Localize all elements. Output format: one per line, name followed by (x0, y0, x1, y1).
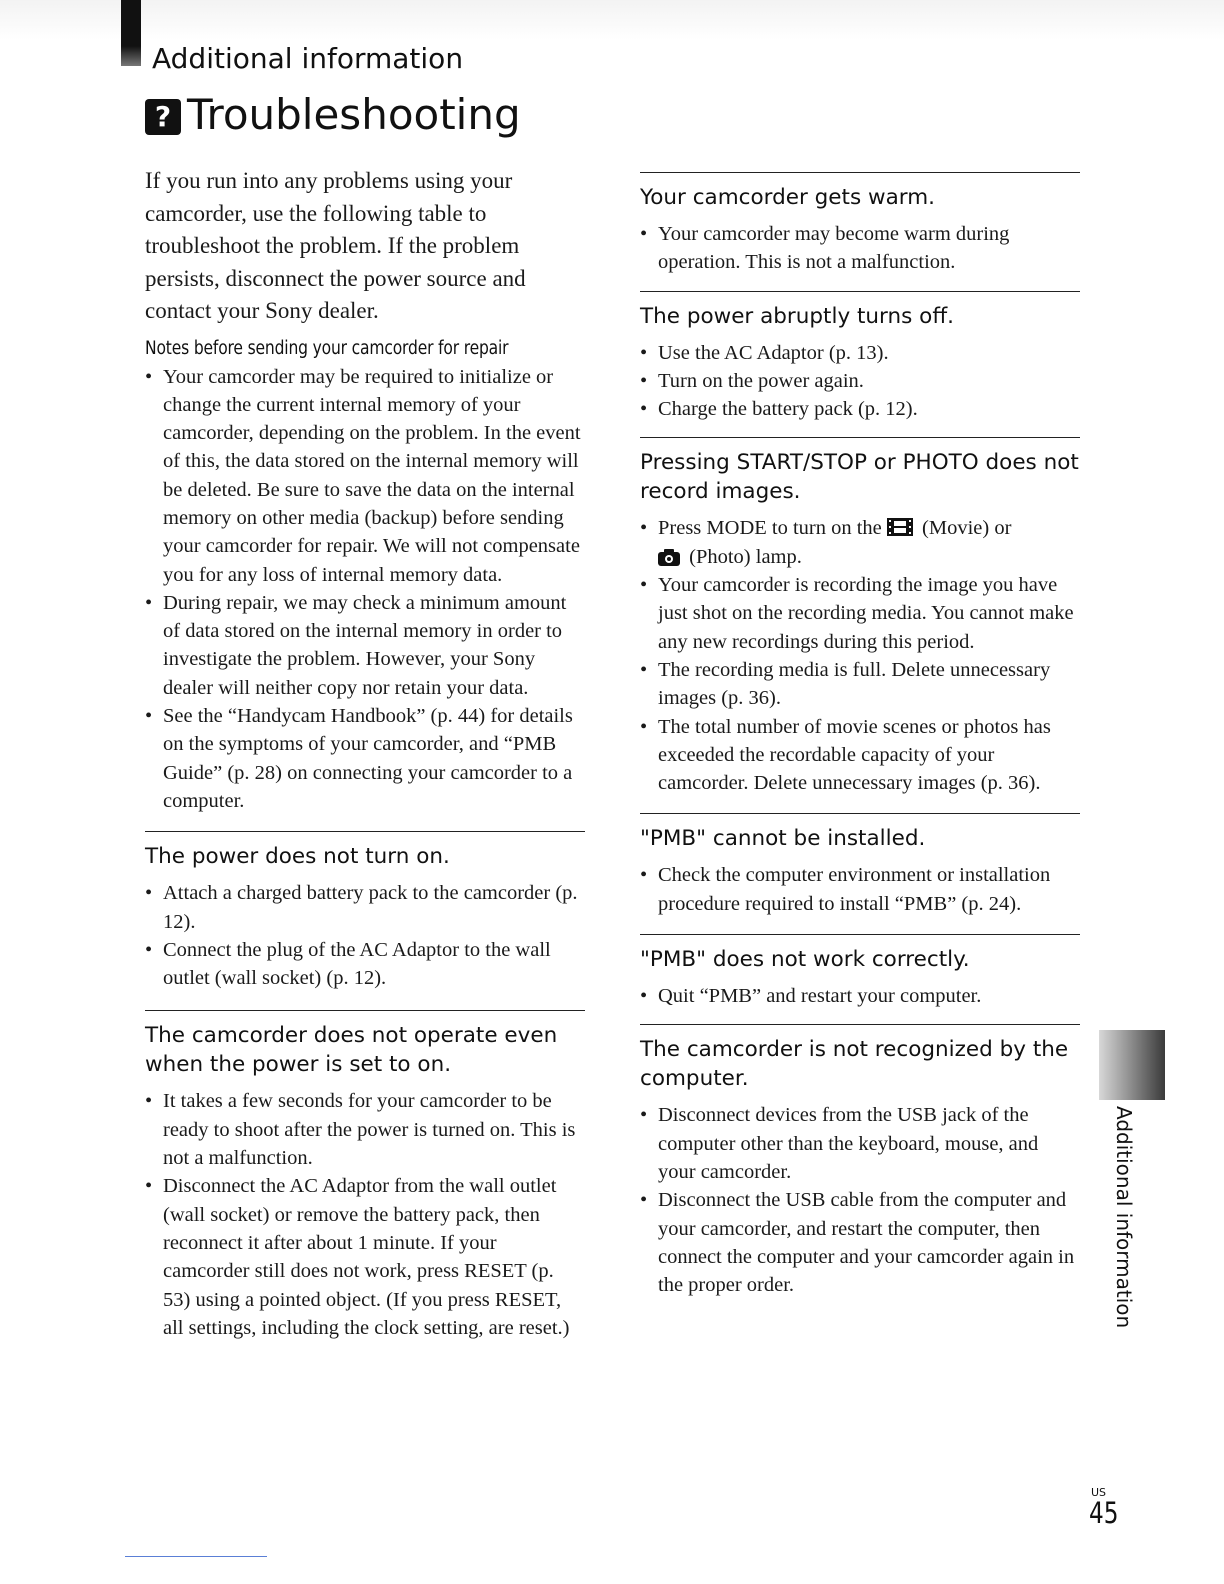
photo-label: (Photo) lamp. (689, 545, 802, 568)
page-number: 45 (1089, 1496, 1119, 1530)
left-column (145, 165, 585, 1342)
list-item: • Check the computer environment or installation procedure required to install “PMB” (p. 24). (640, 861, 1080, 918)
entry-heading: The power abruptly turns off. (640, 303, 954, 329)
entry-gets-warm (640, 172, 1080, 277)
movie-icon (887, 517, 913, 537)
list-item: • Use the AC Adaptor (p. 13). (640, 339, 1080, 367)
list-item (640, 514, 1080, 571)
entry-list (640, 861, 1080, 918)
entry-list (640, 982, 1080, 1010)
entry-list (640, 220, 1080, 277)
entry-not-recognized (640, 1024, 1080, 1299)
entry-list (640, 339, 1080, 424)
entry-heading: Pressing START/STOP or PHOTO does not record images. (640, 450, 1079, 505)
intro-paragraph: If you run into any problems using your camcorder, use the following table to troubleshoot the problem. If the problem persists, disconnect the power source and contact your Sony dealer. (145, 168, 526, 323)
page-title-text: Troubleshooting (187, 90, 521, 139)
list-item: • Disconnect the USB cable from the computer and your camcorder, and restart the computer, then connect the computer and your camcorder again in the proper order. (640, 1186, 1080, 1299)
list-item: • Disconnect the AC Adaptor from the wall outlet (wall socket) or remove the battery pack, then reconnect it after about 1 minute. If your camcorder still does not work, press RESET (p. 53) using a pointed object. (If you press RESET, all settings, including the clock setting, are reset.) (145, 1172, 585, 1342)
entry-not-operate (145, 1010, 585, 1342)
list-item: • Your camcorder may be required to initialize or change the current internal memory of your camcorder, depending on the problem. In the event of this, the data stored on the internal memory will be deleted. Be sure to save the data on the internal memory on other media (backup) before sending your camcorder for repair. We will not compensate you for any loss of internal memory data. (145, 363, 585, 589)
entry-list (145, 1087, 585, 1342)
entry-list (640, 514, 1080, 797)
region-code: US (1091, 1486, 1107, 1499)
entry-power-off (640, 291, 1080, 424)
entry-pmb-work (640, 934, 1080, 1010)
entry-heading: The camcorder does not operate even when the power is set to on. (145, 1023, 558, 1078)
list-item: • Turn on the power again. (640, 367, 1080, 395)
entry-heading: The power does not turn on. (145, 844, 450, 870)
entry-list (640, 1101, 1080, 1299)
entry-list (145, 879, 585, 992)
list-item: • Connect the plug of the AC Adaptor to the wall outlet (wall socket) (p. 12). (145, 936, 585, 993)
list-item: • The total number of movie scenes or photos has exceeded the recordable capacity of your camcorder. Delete unnecessary images (p. 36). (640, 713, 1080, 798)
camera-icon (658, 548, 680, 566)
list-item: • Disconnect devices from the USB jack of the computer other than the keyboard, mouse, and your camcorder. (640, 1101, 1080, 1186)
list-item: • During repair, we may check a minimum amount of data stored on the internal memory in order to investigate the problem. However, your Sony dealer will neither copy nor retain your data. (145, 589, 585, 702)
scan-top-edge (0, 0, 1224, 40)
section-marker-bar (121, 0, 141, 66)
section-title: Additional information (152, 42, 464, 75)
list-item: • Quit “PMB” and restart your computer. (640, 982, 1080, 1010)
question-icon: ? (145, 99, 181, 135)
side-tab-label: Additional information (1112, 1106, 1136, 1329)
list-item: • The recording media is full. Delete unnecessary images (p. 36). (640, 656, 1080, 713)
list-item: • It takes a few seconds for your camcorder to be ready to shoot after the power is turned on. This is not a malfunction. (145, 1087, 585, 1172)
movie-label: (Movie) or (922, 517, 1012, 540)
list-item: • Charge the battery pack (p. 12). (640, 395, 1080, 423)
entry-heading: Your camcorder gets warm. (640, 185, 935, 210)
list-item: • Your camcorder may become warm during operation. This is not a malfunction. (640, 220, 1080, 277)
side-tab-marker (1099, 1030, 1165, 1100)
list-item: • See the “Handycam Handbook” (p. 44) for details on the symptoms of your camcorder, and “PMB Guide” (p. 28) on connecting your camcorder to a computer. (145, 702, 585, 815)
list-item: • Your camcorder is recording the image you have just shot on the recording media. You cannot make any new recordings during this period. (640, 571, 1080, 656)
entry-heading: "PMB" does not work correctly. (640, 947, 970, 973)
entry-no-record (640, 437, 1080, 797)
entry-pmb-install (640, 813, 1080, 918)
mode-text: Press MODE to turn on the (658, 517, 882, 540)
entry-heading: "PMB" cannot be installed. (640, 826, 926, 852)
notes-list (145, 363, 585, 816)
entry-heading: The camcorder is not recognized by the computer. (640, 1037, 1069, 1092)
right-column (640, 172, 1080, 1299)
page-title (145, 90, 521, 139)
entry-power-not-on (145, 831, 585, 992)
list-item: • Attach a charged battery pack to the camcorder (p. 12). (145, 879, 585, 936)
bottom-rule (125, 1556, 267, 1557)
notes-heading: Notes before sending your camcorder for repair (145, 337, 509, 359)
